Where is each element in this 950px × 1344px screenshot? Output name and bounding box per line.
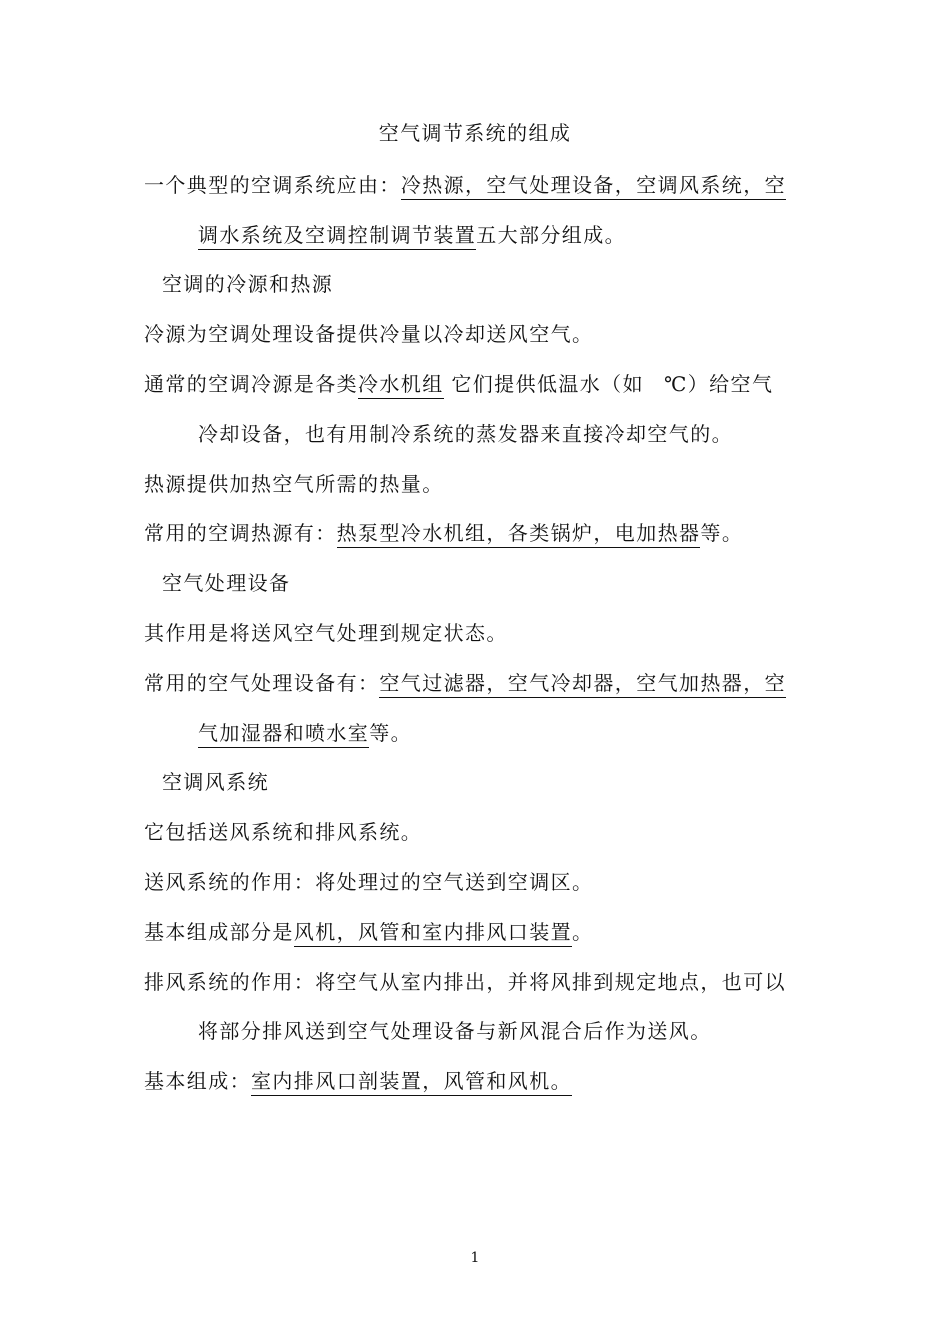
underlined-text: 室内排风口剖装置，风管和风机。 [251, 1069, 572, 1096]
text: 一个典型的空调系统应由： [144, 173, 401, 197]
document-title: 空气调节系统的组成 [378, 121, 572, 145]
text: 五大部分组成。 [476, 223, 627, 247]
text: 等。 [369, 721, 413, 745]
paragraph-3-line-2: 冷却设备，也有用制冷系统的蒸发器来直接冷却空气的。 [198, 422, 733, 446]
text: 通常的空调冷源是各类 [144, 372, 358, 396]
paragraph-6: 其作用是将送风空气处理到规定状态。 [144, 621, 508, 645]
underlined-text: 冷水机组 [358, 372, 444, 399]
paragraph-1-line-2 [198, 222, 626, 248]
underlined-text: 热泵型冷水机组，各类锅炉，电加热器 [337, 521, 701, 548]
paragraph-3-line-1 [144, 371, 773, 397]
paragraph-4: 热源提供加热空气所需的热量。 [144, 472, 444, 496]
underlined-text: 风机，风管和室内排风口装置 [294, 920, 572, 947]
underlined-text: 冷热源，空气处理设备，空调风系统，空 [401, 173, 786, 200]
paragraph-11-line-2: 将部分排风送到空气处理设备与新风混合后作为送风。 [198, 1019, 712, 1043]
text: 常用的空调热源有： [144, 521, 337, 545]
text: 等。 [700, 521, 744, 545]
paragraph-1-line-1 [144, 172, 786, 198]
underlined-text: 调水系统及空调控制调节装置 [198, 223, 476, 250]
text: 常用的空气处理设备有： [144, 671, 380, 695]
text: 基本组成： [144, 1069, 251, 1093]
paragraph-12 [144, 1068, 572, 1094]
paragraph-5 [144, 520, 743, 546]
paragraph-11-line-1: 排风系统的作用：将空气从室内排出，并将风排到规定地点，也可以 [144, 970, 786, 994]
text: 基本组成部分是 [144, 920, 294, 944]
section-heading-cold-heat-source: 空调的冷源和热源 [162, 272, 334, 296]
section-heading-air-system: 空调风系统 [162, 770, 269, 794]
paragraph-2: 冷源为空调处理设备提供冷量以冷却送风空气。 [144, 322, 594, 346]
paragraph-10 [144, 919, 593, 945]
paragraph-8: 它包括送风系统和排风系统。 [144, 820, 423, 844]
text: 它们提供低温水（如 [443, 372, 644, 396]
section-heading-air-handling: 空气处理设备 [162, 571, 291, 595]
paragraph-7-line-1 [144, 670, 786, 696]
text: 。 [572, 920, 594, 944]
paragraph-7-line-2 [198, 720, 412, 746]
page-number: 1 [470, 1250, 480, 1266]
underlined-text: 气加湿器和喷水室 [198, 721, 369, 748]
text: ℃）给空气 [663, 372, 774, 396]
paragraph-9: 送风系统的作用：将处理过的空气送到空调区。 [144, 870, 594, 894]
underlined-text: 空气过滤器，空气冷却器，空气加热器，空 [379, 671, 786, 698]
